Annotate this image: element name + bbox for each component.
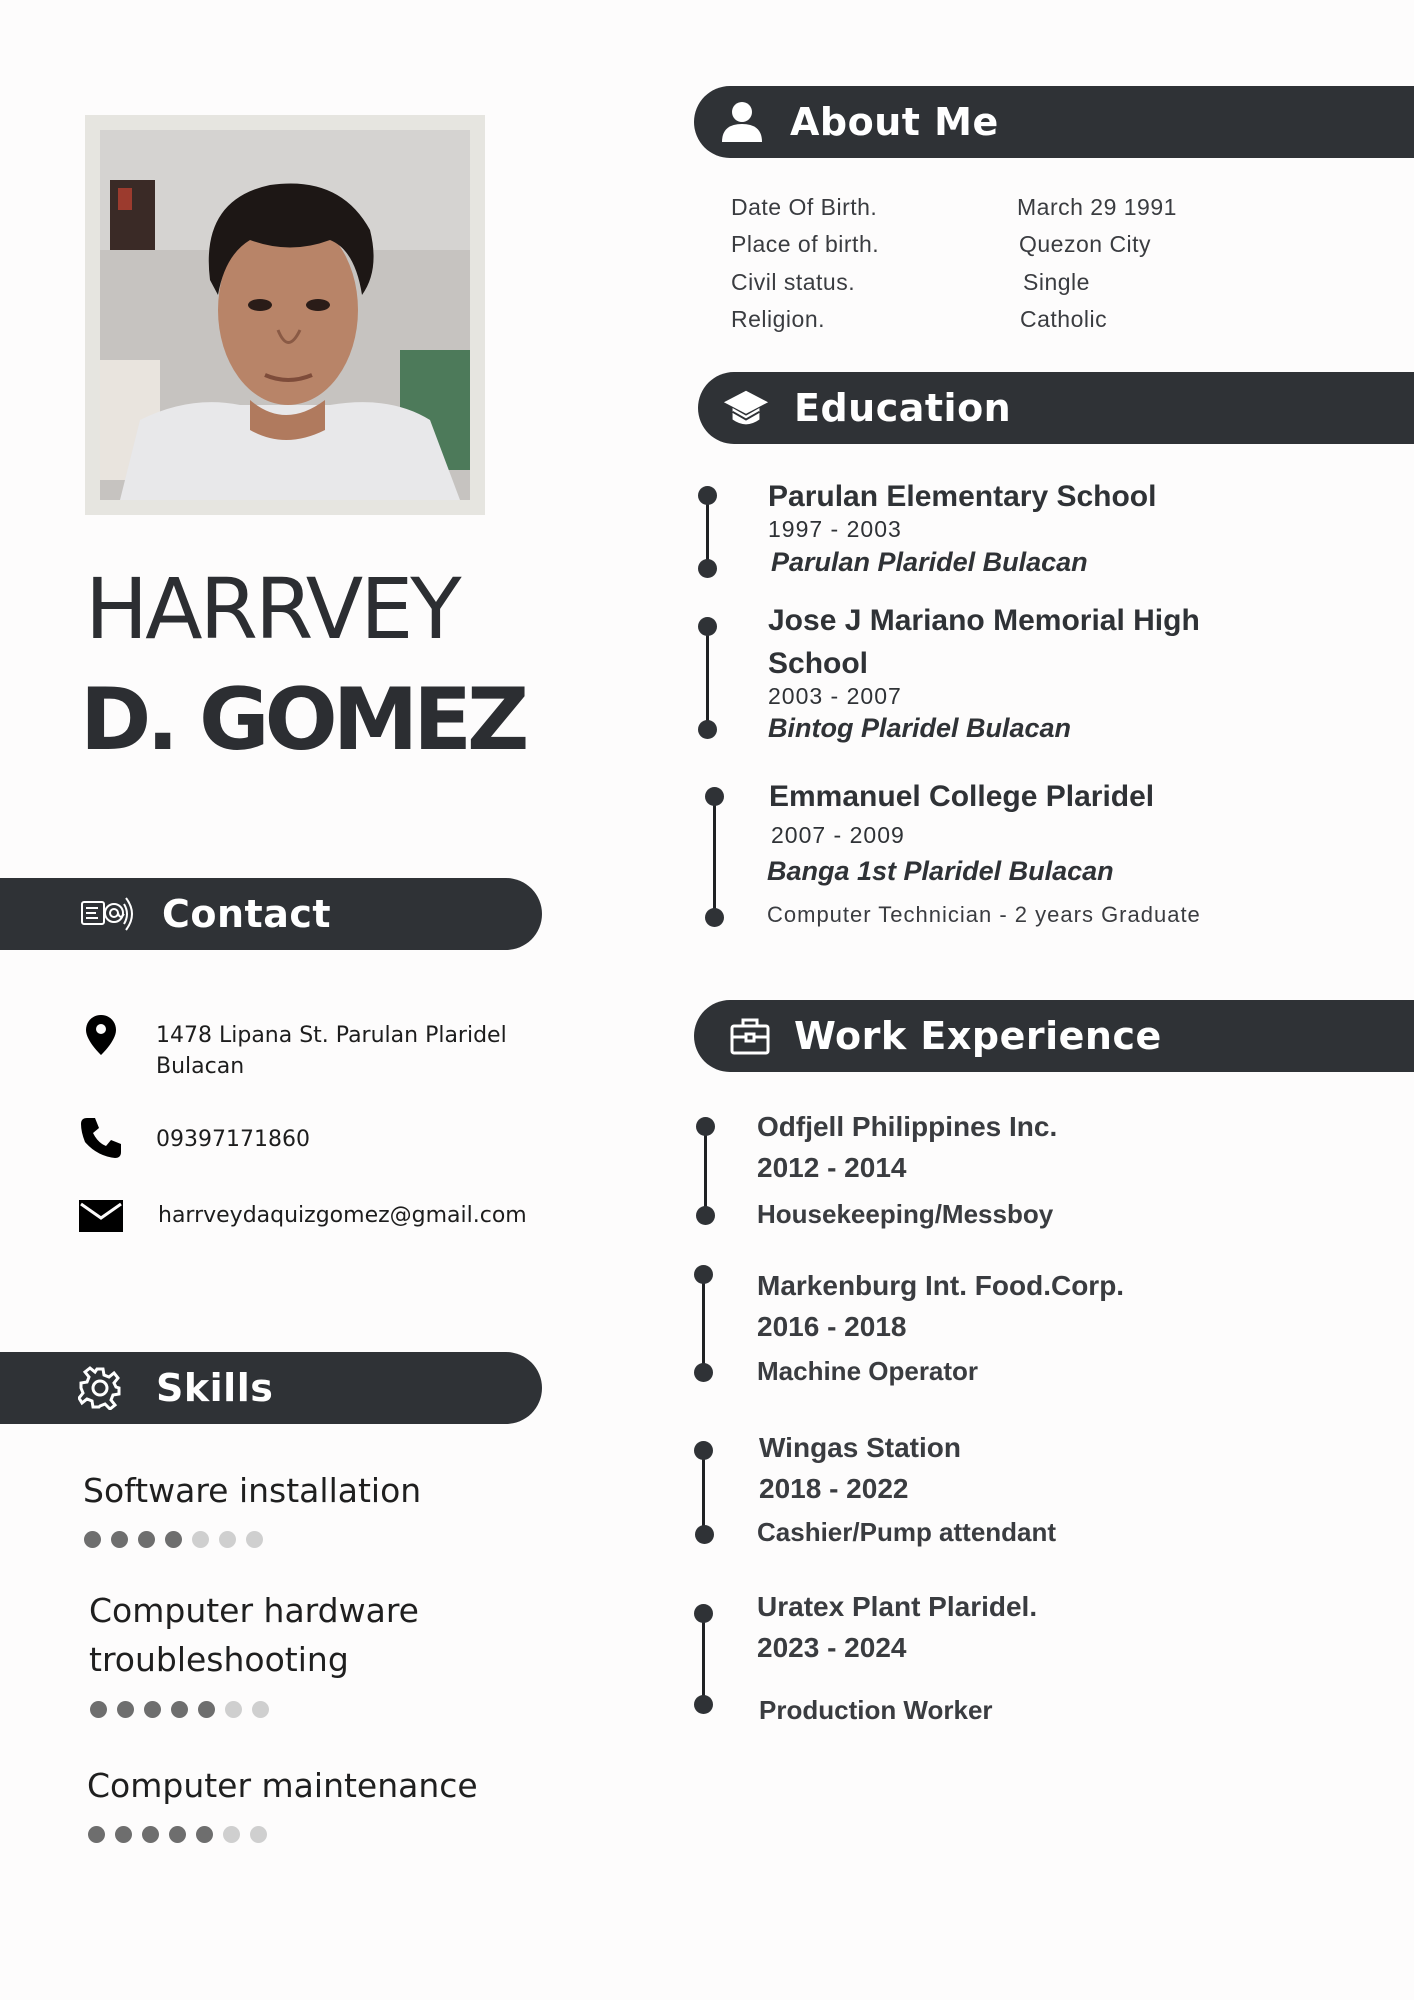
job-role: Production Worker [759,1695,993,1725]
education-header [698,372,1414,444]
rating-dot-empty [219,1531,236,1548]
job-role: Machine Operator [757,1356,979,1386]
timeline-dot [694,1441,713,1460]
education-years: 2007 - 2009 [771,822,905,848]
timeline-dot [705,908,724,927]
contact-header [0,878,542,950]
about-title: About Me [790,100,999,144]
location-pin-icon [78,1012,124,1058]
rating-dot-filled [115,1826,132,1843]
about-label: Place of birth. [731,231,880,257]
about-value: March 29 1991 [1017,194,1177,220]
graduation-cap-icon [722,384,770,432]
skills-title: Skills [156,1366,274,1410]
rating-dot-empty [192,1531,209,1548]
rating-dot-filled [90,1701,107,1718]
job-role: Housekeeping/Messboy [757,1199,1054,1229]
portrait-photo [100,130,470,500]
timeline-dot [696,1206,715,1225]
timeline-line [702,1450,705,1535]
job-years: 2012 - 2014 [757,1152,907,1183]
education-school-line2: School [768,647,869,680]
rating-dot-filled [111,1531,128,1548]
education-title: Education [794,386,1012,430]
user-icon [718,98,766,146]
contact-email[interactable]: harrveydaquizgomez@gmail.com [158,1203,527,1228]
education-place: Banga 1st Plaridel Bulacan [767,856,1114,886]
job-years: 2023 - 2024 [757,1632,907,1663]
work-experience-title: Work Experience [794,1014,1162,1058]
last-name: D. GOMEZ [80,670,525,770]
contact-address: 1478 Lipana St. Parulan Plaridel Bulacan [156,1023,507,1079]
envelope-icon [78,1193,124,1239]
education-years: 2003 - 2007 [768,683,902,709]
timeline-dot [695,1525,714,1544]
education-place: Bintog Plaridel Bulacan [768,713,1072,743]
skill-rating [84,1531,263,1548]
rating-dot-filled [198,1701,215,1718]
job-years: 2018 - 2022 [759,1473,909,1504]
skill-rating [90,1701,269,1718]
education-school: Parulan Elementary School [768,480,1157,513]
job-years: 2016 - 2018 [757,1311,907,1342]
rating-dot-filled [196,1826,213,1843]
job-company: Odfjell Philippines Inc. [757,1111,1058,1142]
rating-dot-filled [88,1826,105,1843]
profile-photo-frame [85,115,485,515]
rating-dot-empty [252,1701,269,1718]
education-note: Computer Technician - 2 years Graduate [767,902,1201,927]
about-label: Civil status. [731,269,856,295]
timeline-dot [698,617,717,636]
contact-title: Contact [162,892,332,936]
contact-phone[interactable]: 09397171860 [156,1127,310,1152]
rating-dot-empty [246,1531,263,1548]
education-school: Jose J Mariano Memorial High [768,604,1200,637]
timeline-line [706,626,709,730]
about-label: Religion. [731,306,825,332]
timeline-dot [698,559,717,578]
contact-phone-row [78,1115,310,1161]
phone-icon [78,1115,124,1161]
profile-photo [100,130,470,500]
timeline-line [713,796,716,918]
rating-dot-filled [138,1531,155,1548]
timeline-line [702,1274,705,1373]
rating-dot-empty [223,1826,240,1843]
contact-address-row [78,1012,516,1082]
rating-dot-filled [142,1826,159,1843]
rating-dot-filled [165,1531,182,1548]
skill-name: Software installation [83,1471,422,1510]
rating-dot-filled [144,1701,161,1718]
about-header [694,86,1414,158]
about-value: Catholic [1020,306,1108,332]
skill-name: Computer hardware troubleshooting [89,1591,419,1679]
about-value: Single [1023,269,1090,295]
rating-dot-filled [117,1701,134,1718]
about-label: Date Of Birth. [731,194,878,220]
timeline-line [704,1126,707,1216]
timeline-dot [696,1117,715,1136]
about-value: Quezon City [1019,231,1152,257]
education-school: Emmanuel College Plaridel [769,780,1155,813]
job-role: Cashier/Pump attendant [757,1517,1057,1547]
rating-dot-filled [171,1701,188,1718]
skills-header [0,1352,542,1424]
timeline-dot [694,1604,713,1623]
timeline-dot [698,720,717,739]
rating-dot-empty [250,1826,267,1843]
timeline-dot [694,1265,713,1284]
timeline-line [706,495,709,569]
briefcase-icon [726,1012,774,1060]
gear-icon [70,1364,130,1412]
skill-name: Computer maintenance [87,1766,478,1805]
job-company: Markenburg Int. Food.Corp. [757,1270,1125,1301]
education-years: 1997 - 2003 [768,516,902,542]
rating-dot-empty [225,1701,242,1718]
rating-dot-filled [84,1531,101,1548]
timeline-dot [698,486,717,505]
email-contact-icon [80,890,140,938]
skill-rating [88,1826,267,1843]
timeline-line [702,1613,705,1705]
timeline-dot [694,1363,713,1382]
timeline-dot [705,787,724,806]
contact-email-row [78,1193,527,1239]
job-company: Uratex Plant Plaridel. [757,1591,1038,1622]
first-name: HARRVEY [85,560,459,658]
rating-dot-filled [169,1826,186,1843]
work-experience-header [694,1000,1414,1072]
education-place: Parulan Plaridel Bulacan [771,547,1088,577]
timeline-dot [694,1695,713,1714]
job-company: Wingas Station [759,1432,961,1463]
